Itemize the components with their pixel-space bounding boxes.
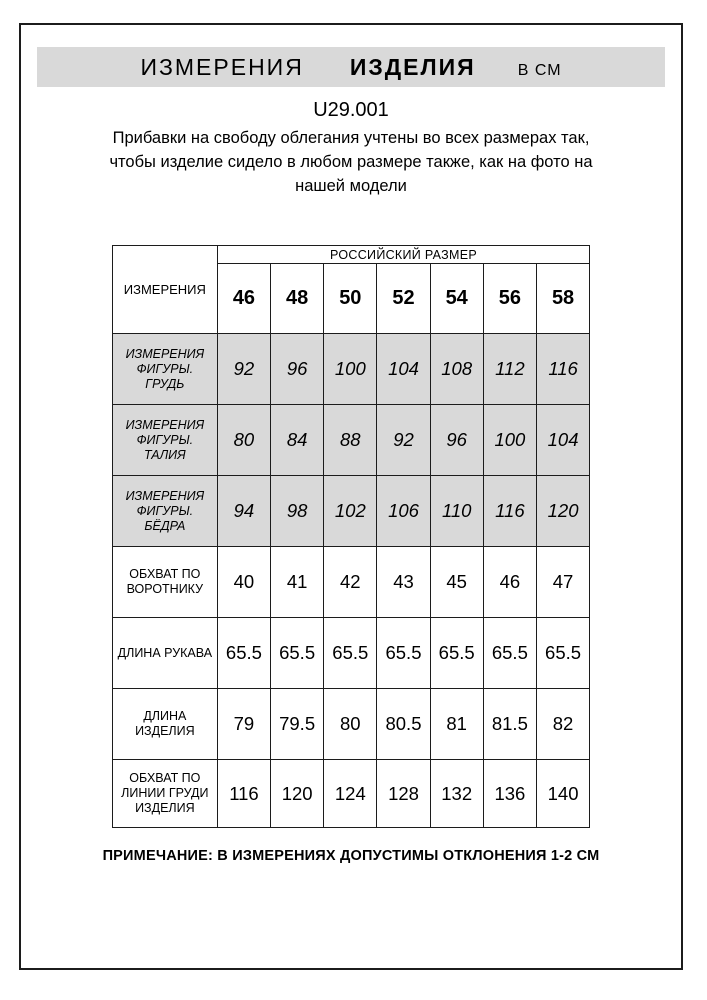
row-label: ИЗМЕРЕНИЯ ФИГУРЫ. ГРУДЬ [112, 334, 217, 405]
value-cell: 79.5 [271, 689, 324, 760]
size-header-50: 50 [324, 264, 377, 334]
table-row-figure-hips [112, 476, 589, 547]
value-cell: 140 [536, 760, 589, 828]
value-cell: 92 [377, 405, 430, 476]
value-cell: 84 [271, 405, 324, 476]
size-header-48: 48 [271, 264, 324, 334]
value-cell: 65.5 [536, 618, 589, 689]
size-header-46: 46 [217, 264, 270, 334]
value-cell: 45 [430, 547, 483, 618]
value-cell: 41 [271, 547, 324, 618]
table-row-figure-waist [112, 405, 589, 476]
value-cell: 80.5 [377, 689, 430, 760]
row-label: ИЗМЕРЕНИЯ ФИГУРЫ. ТАЛИЯ [112, 405, 217, 476]
value-cell: 40 [217, 547, 270, 618]
value-cell: 81 [430, 689, 483, 760]
value-cell: 116 [483, 476, 536, 547]
value-cell: 43 [377, 547, 430, 618]
value-cell: 65.5 [377, 618, 430, 689]
value-cell: 94 [217, 476, 270, 547]
value-cell: 102 [324, 476, 377, 547]
model-code: U29.001 [313, 99, 389, 121]
value-cell: 82 [536, 689, 589, 760]
title-measurements: ИЗМЕРЕНИЯ [140, 54, 304, 80]
value-cell: 110 [430, 476, 483, 547]
value-cell: 96 [271, 334, 324, 405]
value-cell: 100 [324, 334, 377, 405]
description [21, 126, 681, 198]
size-header-58: 58 [536, 264, 589, 334]
value-cell: 65.5 [430, 618, 483, 689]
value-cell: 100 [483, 405, 536, 476]
title-product: ИЗДЕЛИЯ [349, 54, 476, 80]
row-label: ДЛИНА ИЗДЕЛИЯ [112, 689, 217, 760]
value-cell: 120 [536, 476, 589, 547]
table-row-collar [112, 547, 589, 618]
row-label: ИЗМЕРЕНИЯ ФИГУРЫ. БЁДРА [112, 476, 217, 547]
value-cell: 81.5 [483, 689, 536, 760]
value-cell: 92 [217, 334, 270, 405]
value-cell: 120 [271, 760, 324, 828]
description-line-1: Прибавки на свободу облегания учтены во всех размерах так, [112, 129, 590, 147]
value-cell: 98 [271, 476, 324, 547]
row-label: ОБХВАТ ПО ВОРОТНИКУ [112, 547, 217, 618]
value-cell: 104 [536, 405, 589, 476]
table-row-sleeve-length [112, 618, 589, 689]
value-cell: 65.5 [324, 618, 377, 689]
value-cell: 116 [217, 760, 270, 828]
size-group-header: РОССИЙСКИЙ РАЗМЕР [217, 246, 589, 264]
size-header-54: 54 [430, 264, 483, 334]
table-row-figure-chest [112, 334, 589, 405]
size-header-52: 52 [377, 264, 430, 334]
description-line-2: чтобы изделие сидело в любом размере также, как на фото на [109, 153, 593, 171]
value-cell: 116 [536, 334, 589, 405]
title-unit: В СМ [517, 62, 562, 79]
value-cell: 132 [430, 760, 483, 828]
description-line-3: нашей модели [295, 177, 407, 195]
value-cell: 112 [483, 334, 536, 405]
value-cell: 79 [217, 689, 270, 760]
note: ПРИМЕЧАНИЕ: В ИЗМЕРЕНИЯХ ДОПУСТИМЫ ОТКЛОНЕНИЯ 1-2 СМ [102, 848, 600, 864]
value-cell: 47 [536, 547, 589, 618]
value-cell: 124 [324, 760, 377, 828]
title-banner [37, 47, 665, 87]
size-header-56: 56 [483, 264, 536, 334]
table-row-item-chest-girth [112, 760, 589, 828]
value-cell: 80 [324, 689, 377, 760]
size-table [112, 245, 590, 828]
value-cell: 96 [430, 405, 483, 476]
value-cell: 106 [377, 476, 430, 547]
row-label: ОБХВАТ ПО ЛИНИИ ГРУДИ ИЗДЕЛИЯ [112, 760, 217, 828]
value-cell: 65.5 [483, 618, 536, 689]
value-cell: 108 [430, 334, 483, 405]
value-cell: 65.5 [271, 618, 324, 689]
value-cell: 136 [483, 760, 536, 828]
value-cell: 80 [217, 405, 270, 476]
value-cell: 65.5 [217, 618, 270, 689]
value-cell: 46 [483, 547, 536, 618]
value-cell: 42 [324, 547, 377, 618]
row-label: ДЛИНА РУКАВА [112, 618, 217, 689]
page-frame [19, 23, 683, 970]
value-cell: 128 [377, 760, 430, 828]
value-cell: 88 [324, 405, 377, 476]
table-row-item-length [112, 689, 589, 760]
value-cell: 104 [377, 334, 430, 405]
table-corner-label: ИЗМЕРЕНИЯ [112, 246, 217, 334]
